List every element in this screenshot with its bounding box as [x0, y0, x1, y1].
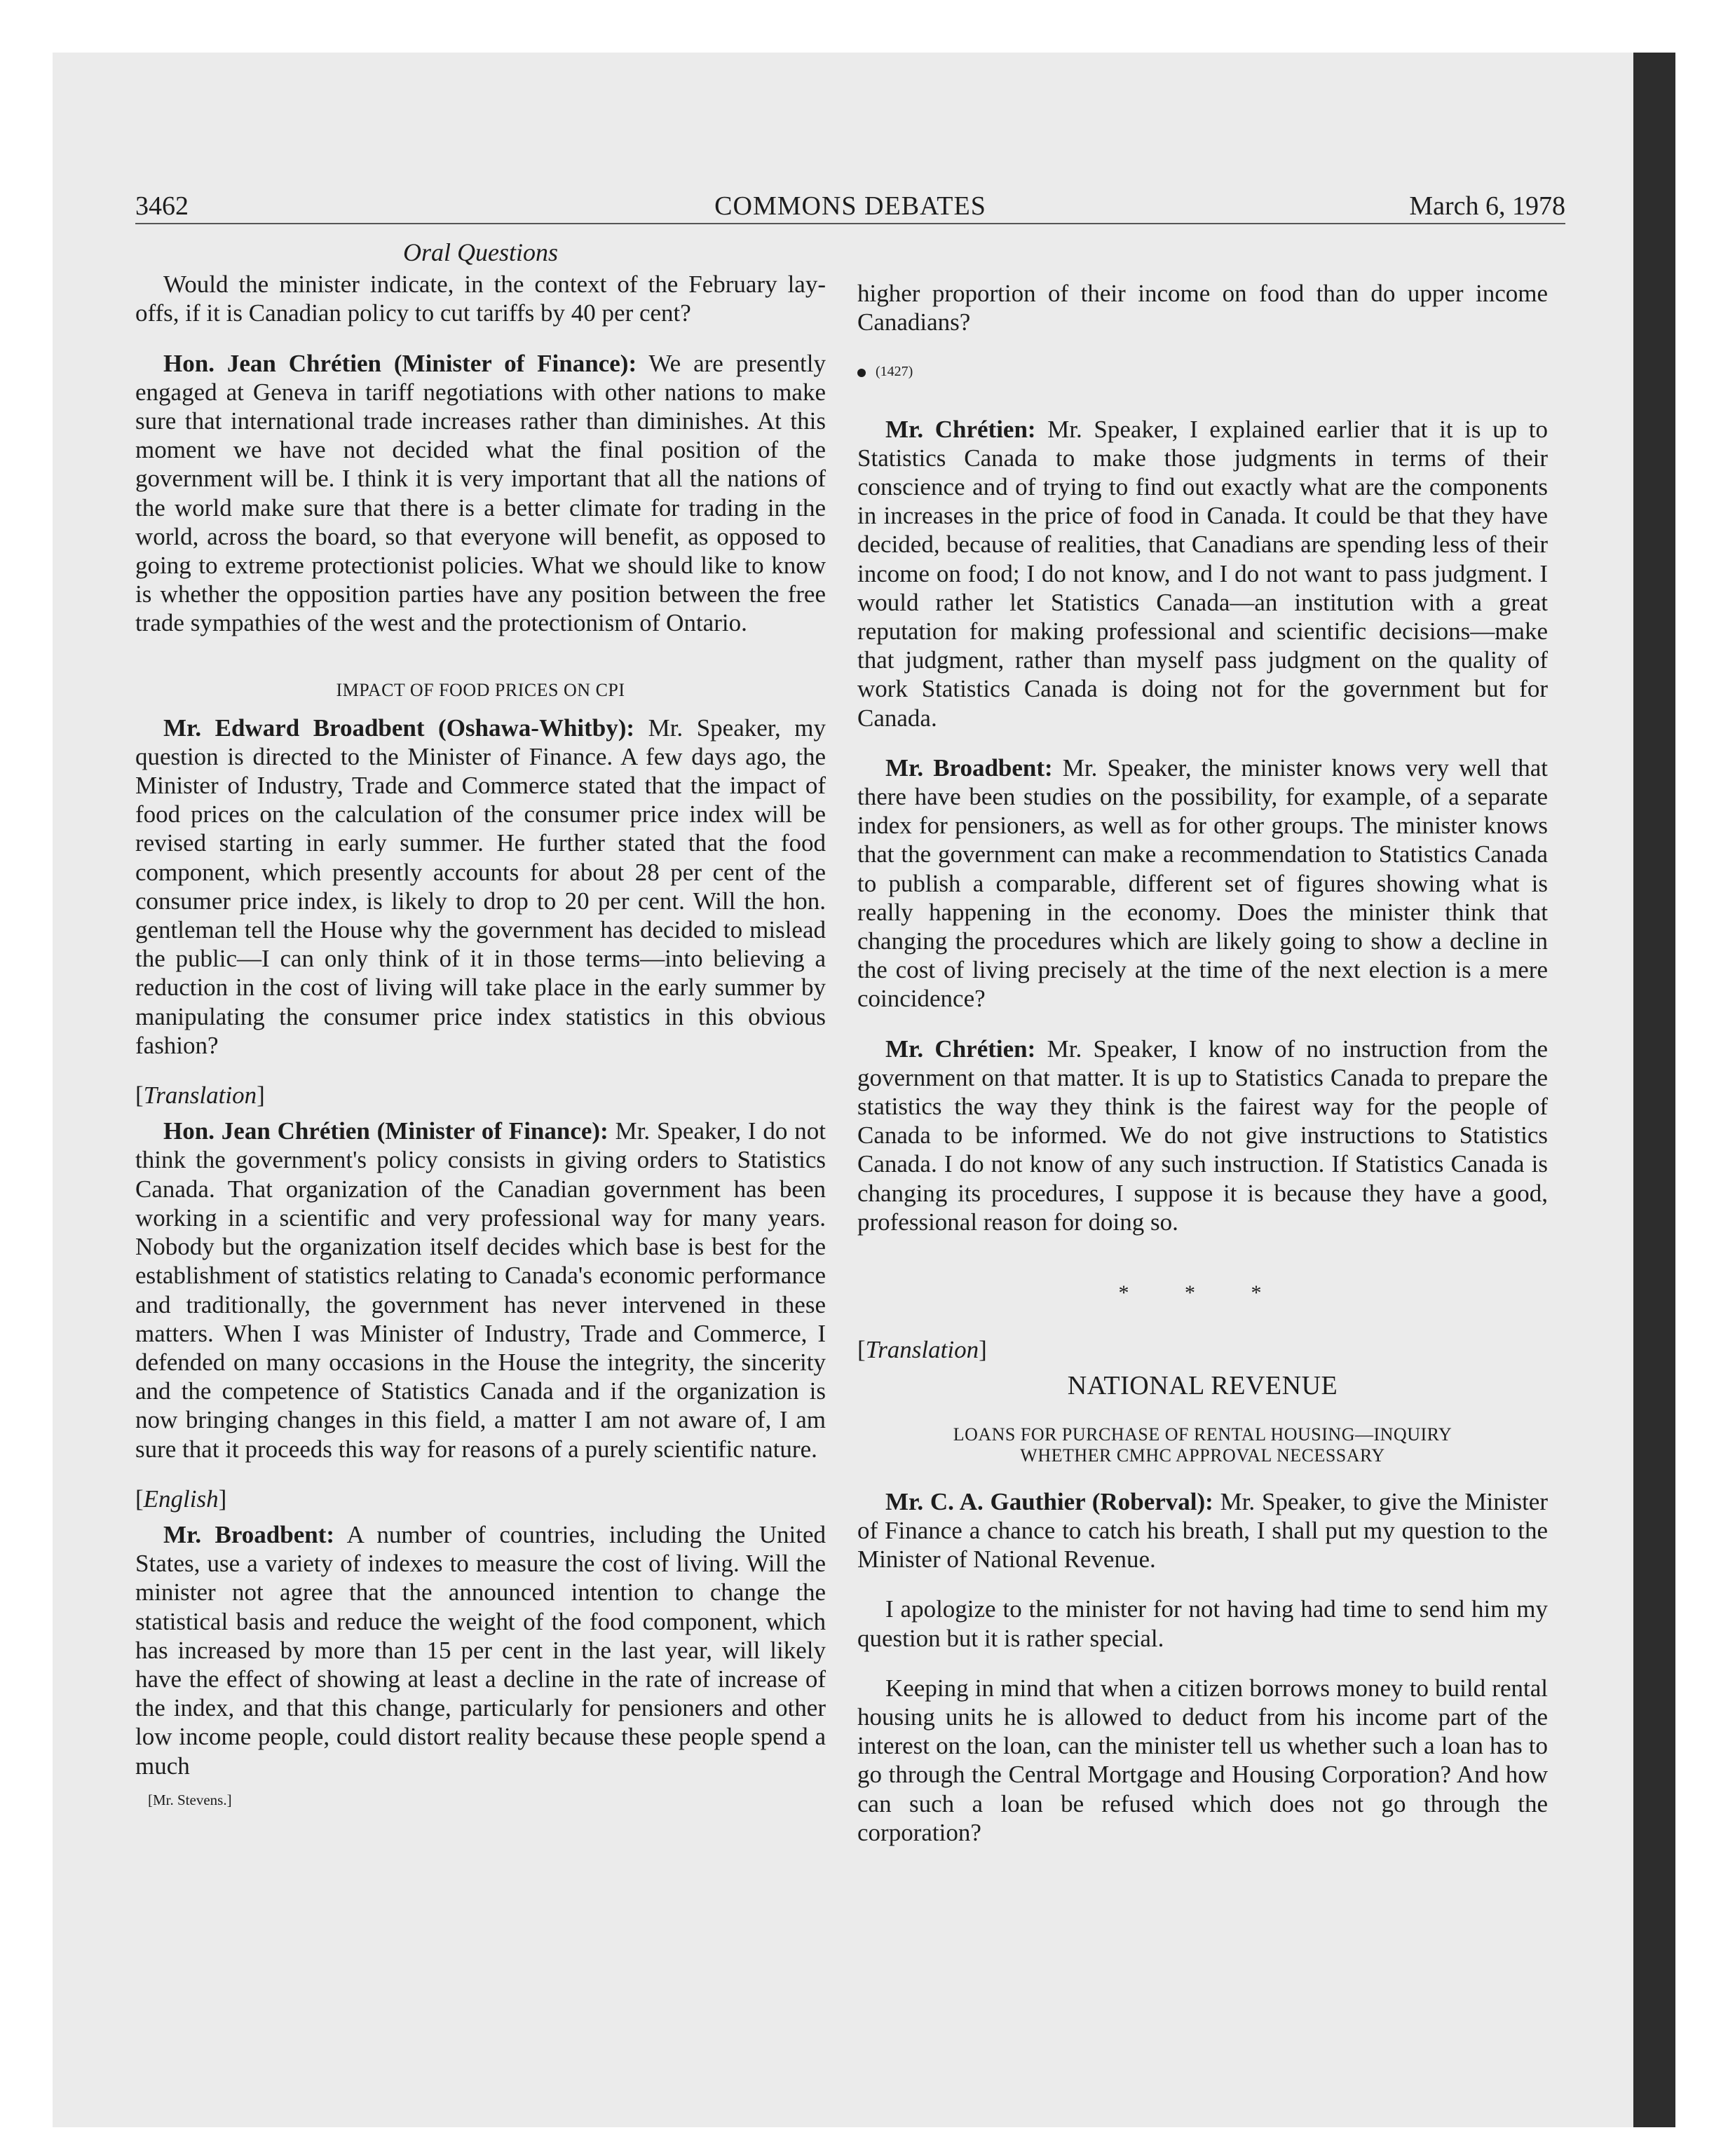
timecode	[857, 357, 1548, 386]
paragraph-text: A number of countries, including the United States, use a variety of indexes to measure the cost of living. Will the minister not agree that the announced intention to change the statistical basis and reduce the weight of the food component, which has increased by more than 15 per cent in the last year, will likely have the effect of showing at least a decline in the rate of increase of the index, and that this change, particularly for pensioners and other low income people, could distort reality because these people spend a much	[135, 1520, 826, 1780]
page-date: March 6, 1978	[1409, 191, 1565, 221]
paragraph-text: Mr. Speaker, my question is directed to the Minister of Finance. A few days ago, the Minister of Industry, Trade and Commerce stated that the impact of food prices on the calculation of the consumer price index will be revised starting in early summer. He further stated that the food component, which presently accounts for about 28 per cent of the consumer price index, is likely to drop to 20 per cent. Will the hon. gentleman tell the House why the government has decided to mislead the public—I can only think of it in those terms—into believing a reduction in the cost of living will take place in the early summer by manipulating the consumer price index statistics in this obvious fashion?	[135, 714, 826, 1059]
speaker-name: Mr. Chrétien:	[885, 415, 1036, 443]
paragraph	[857, 753, 1548, 1014]
paragraph	[135, 714, 826, 1060]
speaker-name: Mr. Broadbent:	[163, 1520, 335, 1548]
speaker-name: Mr. Broadbent:	[885, 753, 1053, 782]
paragraph: I apologize to the minister for not having had time to send him my question but it is rather special.	[857, 1595, 1548, 1652]
speaker-name: Hon. Jean Chrétien (Minister of Finance):	[163, 349, 637, 377]
speaker-name: Hon. Jean Chrétien (Minister of Finance):	[163, 1117, 608, 1145]
paragraph: higher proportion of their income on food than do upper income Canadians?	[857, 280, 1548, 336]
language-marker: [Translation]	[135, 1082, 265, 1110]
paragraph	[135, 1520, 826, 1780]
footnote: [Mr. Stevens.]	[148, 1791, 232, 1808]
paragraph-text: Mr. Speaker, I do not think the government's policy consists in giving orders to Statistics Canada. That organization of the Canadian government has been working in a scientific and very professional way for many years. Nobody but the organization itself decides which base is best for the establishment of statistics relating to Canada's economic performance and traditionally, the government has never intervened in these matters. When I was Minister of Industry, Trade and Commerce, I defended on many occasions in the House the integrity, the sincerity and the competence of Statistics Canada and if the organization is now bringing changes in this field, a matter I am not aware of, I am sure that it proceeds this way for reasons of a purely scientific nature.	[135, 1117, 826, 1463]
paragraph-text: Mr. Speaker, the minister knows very well that there have been studies on the possibility, for example, of a separate index for pensioners, as well as for other groups. The minister knows that the government can make a recommendation to Statistics Canada to publish a comparable, different set of figures showing what is really happening in the economy. Does the minister think that changing the procedures which are likely going to show a decline in the cost of living precisely at the time of the next election is a mere coincidence?	[857, 753, 1548, 1013]
left-column	[135, 238, 826, 1815]
paragraph-text: Mr. Speaker, to give the Minister of Finance a chance to catch his breath, I shall put my question to the Minister of National Revenue.	[857, 1487, 1548, 1574]
subheading	[857, 1424, 1548, 1466]
paragraph	[857, 1035, 1548, 1236]
timecode-label: (1427)	[876, 364, 913, 380]
language-marker: [English]	[135, 1485, 227, 1513]
paragraph-text: We are presently engaged at Geneva in tariff negotiations with other nations to make sure that international trade increases rather than diminishes. At this moment we have not decided what the final position of the government will be. I think it is very important that all the nations of the world make sure that there is a better climate for trading in the world, across the board, so that everyone will benefit, as opposed to going to extreme protectionist policies. What we should like to know is whether the opposition parties have any position between the free trade sympathies of the west and the protectionism of Ontario.	[135, 349, 826, 637]
subheading-line: WHETHER CMHC APPROVAL NECESSARY	[1020, 1445, 1385, 1466]
right-column	[857, 279, 1548, 1868]
language-label: English	[143, 1485, 219, 1513]
running-head: Oral Questions	[402, 238, 558, 266]
paragraph: Keeping in mind that when a citizen borrows money to build rental housing units he is allowed to deduct from his income part of the interest on the loan, can the minister tell us whether such a loan has to go through the Central Mortgage and Housing Corporation? And how can such a loan be refused which does not go through the corporation?	[857, 1674, 1548, 1846]
language-label: Translation	[143, 1082, 257, 1110]
speaker-name: Mr. Edward Broadbent (Oshawa-Whitby):	[163, 714, 635, 742]
publication-title: COMMONS DEBATES	[714, 191, 986, 221]
paragraph	[857, 1487, 1548, 1574]
scan-edge-bar	[1633, 53, 1675, 2127]
section-separator: * * *	[1118, 1281, 1287, 1305]
subheading-line: LOANS FOR PURCHASE OF RENTAL HOUSING—INQUIRY	[953, 1424, 1452, 1445]
paragraph-text: Mr. Speaker, I know of no instruction from the government on that matter. It is up to Statistics Canada to prepare the statistics the way they think is the fairest way for the people of Canada to be informed. We do not give instructions to Statistics Canada. I do not know of any such instruction. If Statistics Canada is changing its procedures, I suppose it is because they have a good, professional reason for doing so.	[857, 1035, 1548, 1236]
paragraph	[135, 1117, 826, 1463]
language-marker: [Translation]	[857, 1336, 987, 1364]
paragraph-text: Mr. Speaker, I explained earlier that it is up to Statistics Canada to make those judgments in terms of their conscience and of trying to find out exactly what are the components in increases in the price of food in Canada. It could be that they have decided, because of realities, that Canadians are spending less of their income on food; I do not know, and I do not want to pass judgment. I would rather let Statistics Canada—an institution with a great reputation for making professional and scientific decisions—make that judgment, rather than myself pass judgment on the quality of work Statistics Canada is doing not for the government but for Canada.	[857, 415, 1548, 732]
paragraph	[857, 415, 1548, 732]
subheading: IMPACT OF FOOD PRICES ON CPI	[336, 679, 625, 700]
paragraph	[135, 349, 826, 638]
language-label: Translation	[865, 1336, 979, 1364]
section-heading: NATIONAL REVENUE	[1067, 1370, 1338, 1400]
speaker-name: Mr. C. A. Gauthier (Roberval):	[885, 1487, 1213, 1515]
paragraph: Would the minister indicate, in the context of the February lay-offs, if it is Canadian policy to cut tariffs by 40 per cent?	[135, 271, 826, 327]
speaker-name: Mr. Chrétien:	[885, 1035, 1036, 1063]
page-header	[135, 191, 1565, 224]
page-number: 3462	[135, 191, 189, 221]
bullet-icon	[857, 369, 866, 377]
